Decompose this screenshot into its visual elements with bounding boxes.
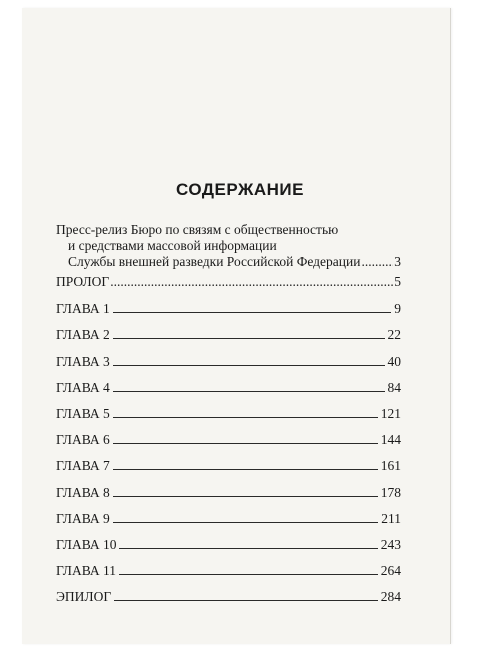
intro-line-1: Пресс-релиз Бюро по связям с общественностью	[56, 222, 339, 237]
toc-label: ГЛАВА 1	[56, 301, 110, 317]
toc-row-epilog	[56, 588, 401, 614]
rule-leader	[119, 536, 377, 549]
toc-page-number: 84	[387, 379, 401, 395]
intro-line-2: и средствами массовой информации	[68, 238, 277, 253]
toc-row-chapter-6	[56, 431, 401, 457]
toc-row-chapter-8	[56, 484, 401, 510]
rule-leader	[119, 562, 378, 575]
rule-leader	[113, 484, 378, 497]
toc-label: ГЛАВА 4	[56, 379, 110, 395]
toc-page-number: 5	[394, 274, 401, 289]
toc-label: ГЛАВА 5	[56, 405, 110, 421]
toc-row-chapter-11	[56, 562, 401, 588]
intro-page-number: 3	[394, 254, 401, 269]
toc-page-number: 121	[380, 405, 401, 421]
toc-page-number: 161	[380, 458, 401, 474]
rule-leader	[113, 510, 379, 523]
toc-row-chapter-5	[56, 405, 401, 431]
toc-page-number: 284	[380, 589, 401, 605]
toc-row-chapter-9	[56, 510, 401, 536]
toc-page-number: 211	[381, 510, 401, 526]
toc-label: ГЛАВА 10	[56, 536, 117, 552]
toc-label: ГЛАВА 6	[56, 432, 110, 448]
toc-page-number: 40	[387, 353, 401, 369]
rule-leader	[113, 379, 385, 392]
toc-page-number: 264	[380, 563, 401, 579]
rule-leader	[113, 353, 385, 366]
rule-leader	[113, 457, 378, 470]
toc-label: ЭПИЛОГ	[56, 589, 112, 605]
toc-label: ПРОЛОГ	[56, 274, 110, 289]
toc-label: ГЛАВА 3	[56, 353, 110, 369]
intro-line-3: Службы внешней разведки Российской Федерации	[68, 254, 361, 269]
toc-page-number: 22	[387, 327, 401, 343]
toc-page-number: 243	[380, 536, 401, 552]
toc-page-number: 178	[380, 484, 401, 500]
toc-row-chapter-1	[56, 300, 401, 326]
toc-row-chapter-3	[56, 353, 401, 379]
rule-leader	[113, 431, 378, 444]
toc-row-prolog	[56, 274, 401, 300]
toc-row-chapter-7	[56, 457, 401, 483]
toc-page-number: 9	[394, 301, 401, 317]
toc-label: ГЛАВА 9	[56, 510, 110, 526]
toc-intro-entry	[56, 222, 401, 270]
table-of-contents	[56, 274, 401, 614]
toc-label: ГЛАВА 8	[56, 484, 110, 500]
rule-leader	[113, 326, 385, 339]
toc-row-chapter-10	[56, 536, 401, 562]
page-title: СОДЕРЖАНИЕ	[176, 180, 304, 199]
toc-label: ГЛАВА 11	[56, 563, 116, 579]
toc-label: ГЛАВА 2	[56, 327, 110, 343]
toc-row-chapter-2	[56, 326, 401, 352]
dot-leader	[361, 254, 393, 270]
toc-row-chapter-4	[56, 379, 401, 405]
intro-line-3-row	[56, 254, 401, 270]
rule-leader	[113, 300, 392, 313]
toc-label: ГЛАВА 7	[56, 458, 110, 474]
dot-leader	[110, 274, 393, 290]
rule-leader	[113, 405, 378, 418]
rule-leader	[114, 588, 378, 601]
toc-page-number: 144	[380, 432, 401, 448]
